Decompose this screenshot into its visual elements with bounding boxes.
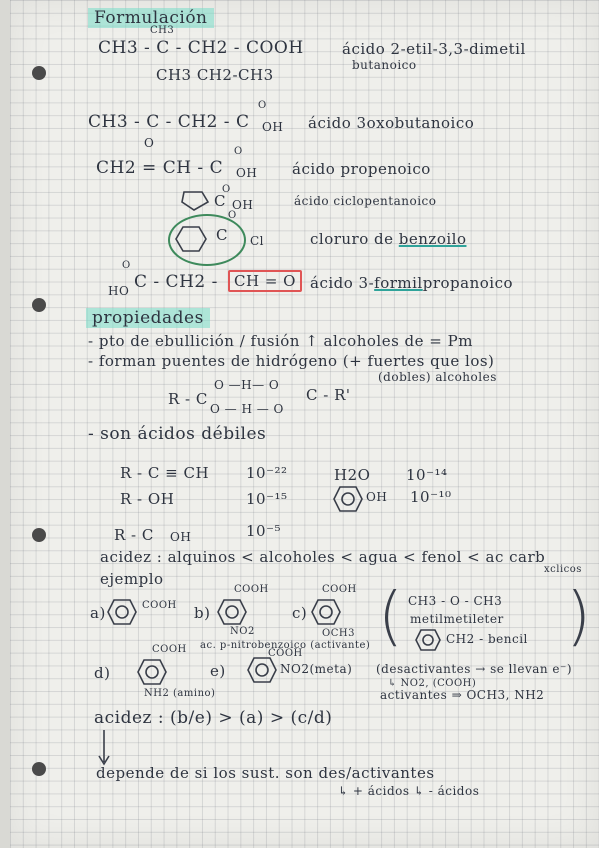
formula-5-name: cloruro de benzoilo (310, 230, 467, 248)
dimer-top: O —H— O (214, 378, 280, 392)
dimer-r2: C - R' (306, 386, 351, 404)
dimer-r1: R - C (168, 390, 208, 408)
formula-1-name: ácido 2-etil-3,3-dimetil (342, 40, 526, 58)
formula-2-name: ácido 3oxobutanoico (308, 114, 475, 132)
notebook-page (10, 0, 599, 848)
binder-hole (32, 762, 46, 776)
propiedades-line-1: - pto de ebullición / fusión ↑ alcoholes de = Pm (88, 332, 473, 350)
aside-left-paren: ( (378, 580, 403, 654)
formula-2-o-bottom: O (144, 136, 155, 150)
formula-5-group: C (216, 226, 228, 244)
example-d-top: COOH (152, 644, 187, 655)
acid-row-1-ka: 10⁻²² (246, 464, 288, 482)
cyclopentane-icon (178, 188, 214, 214)
formula-1-main: CH3 - C - CH2 - COOH (98, 38, 304, 58)
example-b-top: COOH (234, 584, 269, 595)
cyclohexane-icon (174, 224, 208, 254)
example-c-sub: OCH3 (322, 628, 355, 639)
formula-5-o-top: O (228, 210, 237, 221)
down-arrow-icon (96, 728, 112, 768)
formula-3-name: ácido propenoico (292, 160, 431, 178)
example-d-label: d) (94, 664, 111, 682)
depende-line-2: ↳ + ácidos ↳ - ácidos (338, 784, 480, 798)
acidez-conclusion: acidez : (b/e) > (a) > (c/d) (94, 708, 333, 728)
formula-6-ho: HO (108, 284, 130, 298)
example-d-sub: NH2 (amino) (144, 688, 216, 699)
aside-line-3: CH2 - bencil (446, 632, 528, 646)
example-b-label: b) (194, 604, 211, 622)
example-c-top: COOH (322, 584, 357, 595)
benzene-ring-icon (310, 598, 342, 626)
acid-row-1-ka2: 10⁻¹⁴ (406, 466, 448, 484)
acid-row-3-formula: R - C (114, 526, 154, 544)
example-e-top: COOH (268, 648, 303, 659)
binder-hole (32, 298, 46, 312)
benzene-ring-icon (136, 658, 168, 686)
formula-3-o-top: O (234, 146, 243, 157)
example-e-label: e) (210, 662, 226, 680)
benzene-ring-icon (246, 656, 278, 684)
formula-1-sub: CH3 CH2-CH3 (156, 66, 274, 84)
dimer-bottom: O — H — O (210, 402, 284, 416)
benzene-ring-icon (414, 628, 442, 652)
example-a-group: COOH (142, 600, 177, 611)
benzene-ring-icon (106, 598, 138, 626)
acid-row-2-ka2: 10⁻¹⁰ (410, 488, 452, 506)
formula-4-oh: OH (232, 198, 254, 212)
formula-1-top: CH3 (150, 25, 175, 36)
formula-4-name: ácido ciclopentanoico (294, 194, 437, 208)
aside-line-2: metilmetileter (410, 612, 504, 626)
acid-row-1-formula: R - C ≡ CH (120, 464, 210, 482)
section-title-propiedades: propiedades (86, 308, 210, 328)
acid-row-1-formula2: H2O (334, 466, 371, 484)
formula-6-boxed: CH = O (228, 272, 302, 290)
formula-2-o-top: O (258, 100, 267, 111)
acid-row-2-formula2: OH (366, 490, 388, 504)
phenol-ring-icon (332, 484, 364, 514)
benzene-ring-icon (216, 598, 248, 626)
binder-hole (32, 66, 46, 80)
example-c-label: c) (292, 604, 308, 622)
deactivating-note-2: ↳ NO2, (COOH) (388, 678, 477, 689)
acidez-order-suffix: xclicos (544, 564, 582, 575)
formula-2-main: CH3 - C - CH2 - C (88, 112, 250, 132)
propiedades-line-3: - son ácidos débiles (88, 424, 267, 444)
formula-3-main: CH2 = CH - C (96, 158, 224, 178)
activating-note: activantes ⇒ OCH3, NH2 (380, 688, 545, 702)
example-a-label: a) (90, 604, 106, 622)
propiedades-line-2b: (dobles) alcoholes (378, 370, 497, 384)
example-e-group: NO2(meta) (280, 662, 353, 676)
aside-right-paren: ) (566, 580, 591, 654)
formula-4-o-top: O (222, 184, 231, 195)
formula-2-oh: OH (262, 120, 284, 134)
formula-3-oh: OH (236, 166, 258, 180)
acid-row-2-formula: R - OH (120, 490, 175, 508)
depende-line: depende de si los sust. son des/activantes (96, 764, 435, 782)
formula-6-chain: C - CH2 - (134, 272, 218, 292)
acid-row-3-oh: OH (170, 530, 192, 544)
acid-row-3-ka: 10⁻⁵ (246, 522, 282, 540)
formula-4-group: C (214, 192, 226, 210)
acidez-order: acidez : alquinos < alcoholes < agua < fenol < ac carb (100, 548, 546, 566)
deactivating-note: (desactivantes → se llevan e⁻) (376, 662, 573, 676)
formula-6-o-top: O (122, 260, 131, 271)
acid-row-2-ka: 10⁻¹⁵ (246, 490, 288, 508)
aside-line-1: CH3 - O - CH3 (408, 594, 503, 608)
example-b-caption: ac. p-nitrobenzoico (activante) (200, 640, 371, 651)
ejemplo-label: ejemplo (100, 570, 164, 588)
formula-5-cl: Cl (250, 234, 265, 248)
formula-1-name2: butanoico (352, 58, 417, 72)
example-b-sub: NO2 (230, 626, 255, 637)
propiedades-line-2: - forman puentes de hidrógeno (+ fuertes que los) (88, 352, 495, 370)
formula-6-name: ácido 3-formilpropanoico (310, 274, 514, 292)
section-title-formulacion: Formulación (88, 8, 214, 28)
binder-hole (32, 528, 46, 542)
